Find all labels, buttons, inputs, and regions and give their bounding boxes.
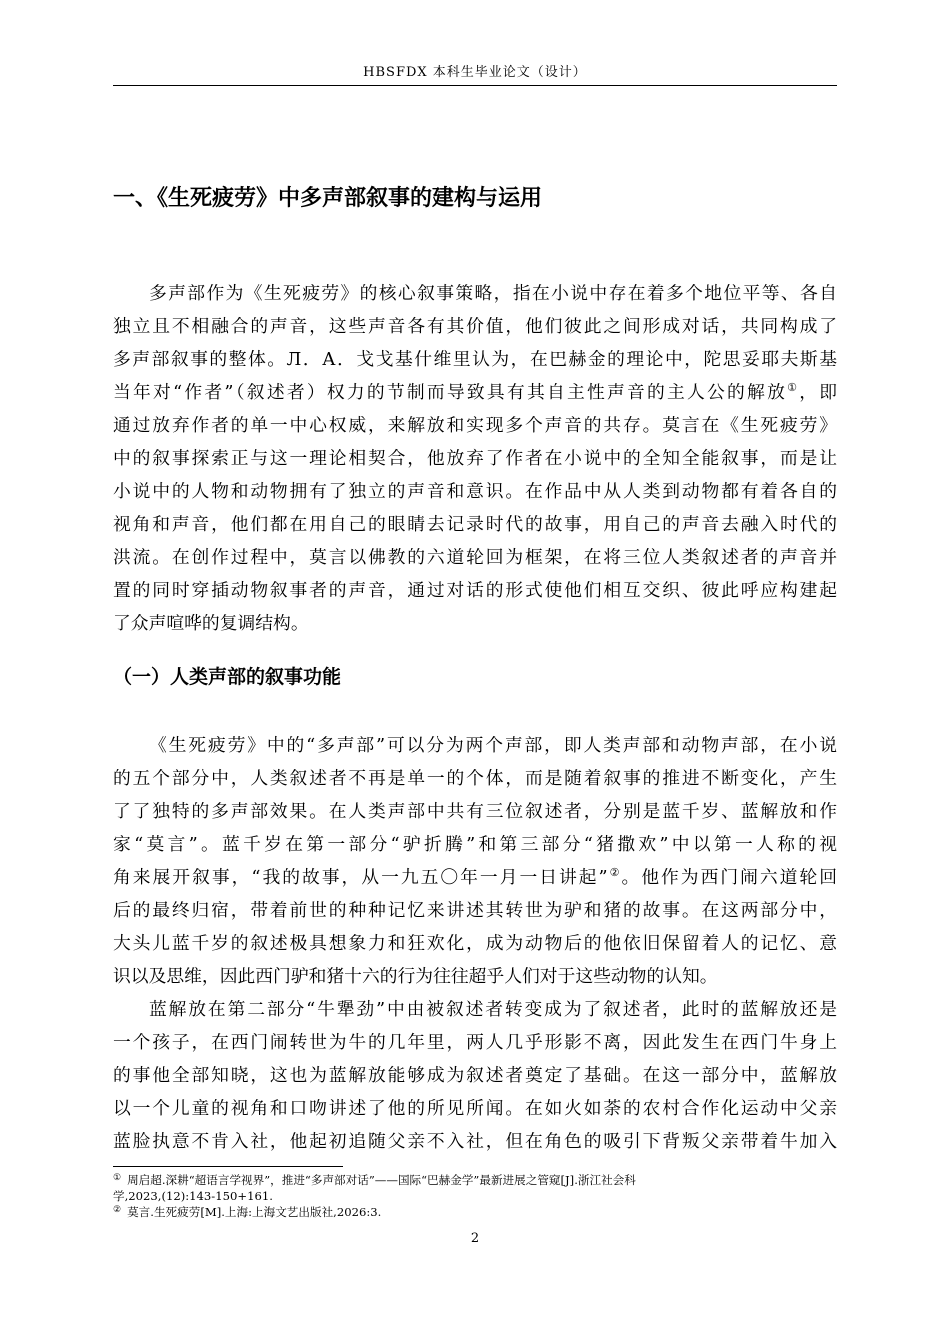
footnote-1 bbox=[113, 1172, 837, 1188]
paragraph-line: 以一个儿童的视角和口吻讲述了他的所见所闻。在如火如荼的农村合作化运动中父亲 bbox=[113, 1098, 837, 1119]
footnotes bbox=[113, 1172, 837, 1220]
footnote-mark: ① bbox=[113, 1173, 122, 1183]
footnote-text: 周启超.深耕“超语言学视界”，推进“多声部对话”——国际“巴赫金学”最新进展之管窥[J].浙江社会科 bbox=[127, 1173, 636, 1187]
paragraph-line: 中的叙事探索正与这一理论相契合，他放弃了作者在小说中的全知全能叙事，而是让 bbox=[113, 448, 837, 469]
paragraph-line: 蓝脸执意不肯入社，他起初追随父亲不入社，但在角色的吸引下背叛父亲带着牛加入 bbox=[113, 1131, 837, 1152]
paragraph-line: 蓝解放在第二部分“牛犟劲”中由被叙述者转变成为了叙述者，此时的蓝解放还是 bbox=[149, 999, 837, 1020]
paragraph-line: 一个孩子，在西门闹转世为牛的几年里，两人几乎形影不离，因此发生在西门牛身上 bbox=[113, 1032, 837, 1053]
line-text: 当年对“作者”（叙述者）权力的节制而导致具有其自主性声音的主人公的解放 bbox=[113, 382, 788, 403]
footnote-ref-1: ① bbox=[787, 381, 800, 394]
footnote-text: 莫言.生死疲劳[M].上海:上海文艺出版社,2026:3. bbox=[127, 1205, 382, 1219]
footnote-mark: ② bbox=[113, 1205, 122, 1215]
paragraph-line: 了了独特的多声部效果。在人类声部中共有三位叙述者，分别是蓝千岁、蓝解放和作 bbox=[113, 801, 837, 822]
intro-paragraph bbox=[113, 277, 837, 640]
footnote-1-continued: 学,2023,(12):143-150+161. bbox=[113, 1189, 273, 1203]
line-text-tail: 。他作为西门闹六道轮回 bbox=[621, 867, 837, 888]
footnote-2 bbox=[113, 1204, 837, 1220]
section-title: （一）人类声部的叙事功能 bbox=[113, 666, 342, 688]
paragraph-line: 了众声喧哗的复调结构。 bbox=[113, 613, 309, 634]
paragraph-line: 的事他全部知晓，这也为蓝解放能够成为叙述者奠定了基础。在这一部分中，蓝解放 bbox=[113, 1065, 837, 1086]
paragraph-line: 大头儿蓝千岁的叙述极具想象力和狂欢化，成为动物后的他依旧保留着人的记忆、意 bbox=[113, 933, 837, 954]
footnote-ref-2: ② bbox=[607, 866, 622, 879]
footnote-rule bbox=[113, 1166, 343, 1167]
paragraph-line: 置的同时穿插动物叙事者的声音，通过对话的形式使他们相互交织、彼此呼应构建起 bbox=[113, 580, 837, 601]
paragraph-line: 视角和声音，他们都在用自己的眼睛去记录时代的故事，用自己的声音去融入时代的 bbox=[113, 514, 837, 535]
paragraph-line bbox=[113, 376, 837, 409]
paragraph-line: 小说中的人物和动物拥有了独立的声音和意识。在作品中从人类到动物都有着各自的 bbox=[113, 481, 837, 502]
paragraph-line: 的五个部分中，人类叙述者不再是单一的个体，而是随着叙事的推进不断变化，产生 bbox=[113, 768, 837, 789]
section-paragraph-2 bbox=[113, 993, 837, 1158]
paragraph-line: 洪流。在创作过程中，莫言以佛教的六道轮回为框架，在将三位人类叙述者的声音并 bbox=[113, 547, 837, 568]
paragraph-line: 独立且不相融合的声音，这些声音各有其价值，他们彼此之间形成对话，共同构成了 bbox=[113, 316, 837, 337]
paragraph-line: 多声部作为《生死疲劳》的核心叙事策略，指在小说中存在着多个地位平等、各自 bbox=[149, 283, 837, 304]
paragraph-line: 通过放弃作者的单一中心权威，来解放和实现多个声音的共存。莫言在《生死疲劳》 bbox=[113, 415, 837, 436]
running-header: HBSFDX 本科生毕业论文（设计） bbox=[363, 65, 587, 80]
paragraph-line: 《生死疲劳》中的“多声部”可以分为两个声部，即人类声部和动物声部，在小说 bbox=[149, 735, 837, 756]
paragraph-line: 后的最终归宿，带着前世的种种记忆来讲述其转世为驴和猪的故事。在这两部分中， bbox=[113, 900, 837, 921]
section-paragraph-1 bbox=[113, 729, 837, 993]
chapter-title: 一、《生死疲劳》中多声部叙事的建构与运用 bbox=[113, 186, 543, 211]
paragraph-line: 多声部叙事的整体。Л．А．戈戈基什维里认为，在巴赫金的理论中，陀思妥耶夫斯基 bbox=[113, 349, 837, 370]
paragraph-line: 家“莫言”。蓝千岁在第一部分“驴折腾”和第三部分“猪撒欢”中以第一人称的视 bbox=[113, 834, 837, 855]
line-text: 角来展开叙事，“我的故事，从一九五〇年一月一日讲起” bbox=[113, 867, 608, 888]
paragraph-line bbox=[113, 861, 837, 894]
header-rule bbox=[113, 85, 837, 86]
line-text-tail: ，即 bbox=[799, 382, 837, 403]
paragraph-line: 识以及思维，因此西门驴和猪十六的行为往往超乎人们对于这些动物的认知。 bbox=[113, 966, 718, 987]
page-number: 2 bbox=[470, 1231, 480, 1246]
